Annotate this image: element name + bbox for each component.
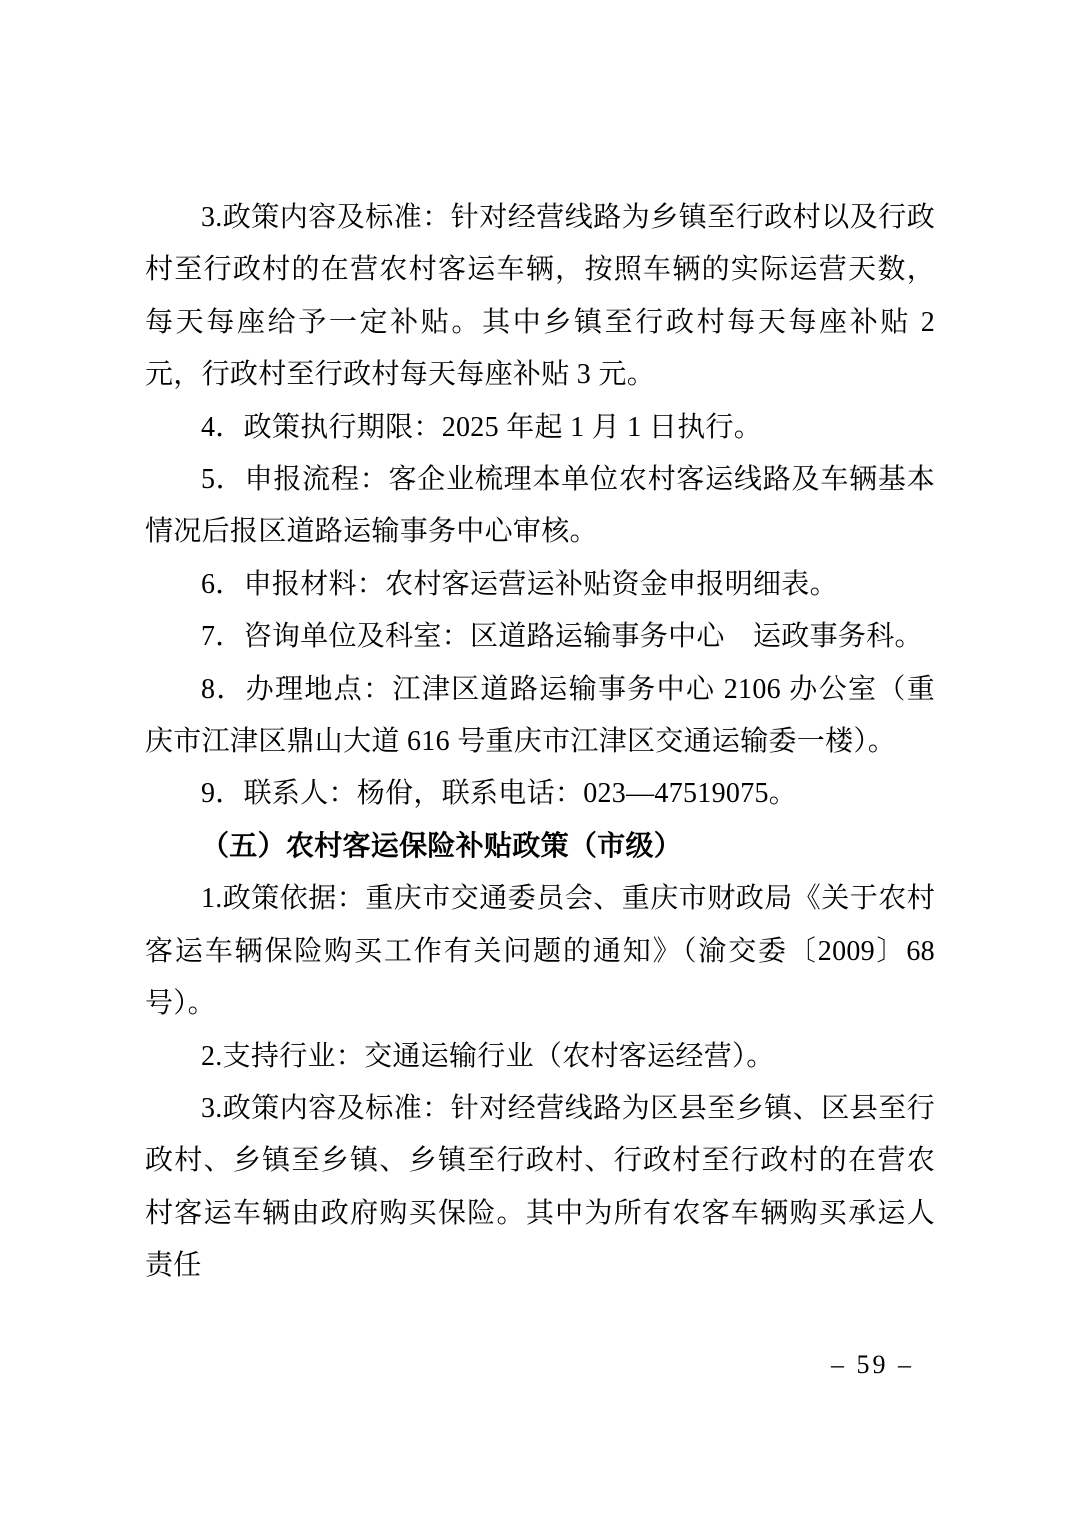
paragraph: 9．联系人：杨佾，联系电话：023—47519075。 [201,778,798,810]
paragraph: 6．申报材料：农村客运营运补贴资金申报明细表。 [201,568,838,600]
paragraph: 8．办理地点：江津区道路运输事务中心 2106 办公室（重庆市江津区鼎山大道 616 号重庆市江津区交通运输委一楼）。 [145,673,935,758]
document-body [145,192,935,1293]
paragraph: 5．申报流程：客企业梳理本单位农村客运线路及车辆基本情况后报区道路运输事务中心审核。 [145,464,935,548]
paragraph: 3.政策内容及标准：针对经营线路为乡镇至行政村以及行政村至行政村的在营农村客运车辆，按照车辆的实际运营天数，每天每座给予一定补贴。其中乡镇至行政村每天每座补贴 2 元，行政村至行政村每天每座补贴 3 元。 [145,202,935,391]
paragraph: 3.政策内容及标准：针对经营线路为区县至乡镇、区县至行政村、乡镇至乡镇、乡镇至行政村、行政村至行政村的在营农村客运车辆由政府购买保险。其中为所有农客车辆购买承运人责任 [145,1092,935,1282]
paragraph: 1.政策依据：重庆市交通委员会、重庆市财政局《关于农村客运车辆保险购买工作有关问题的通知》（渝交委〔2009〕68号）。 [145,883,935,1020]
paragraph: 2.支持行业：交通运输行业（农村客运经营）。 [201,1040,775,1072]
paragraph: 7．咨询单位及科室：区道路运输事务中心 运政事务科。 [201,621,923,653]
section-heading: （五）农村客运保险补贴政策（市级） [201,830,683,862]
paragraph: 4．政策执行期限：2025 年起 1 月 1 日执行。 [201,411,763,443]
page-number: – 59 – [831,1350,914,1379]
